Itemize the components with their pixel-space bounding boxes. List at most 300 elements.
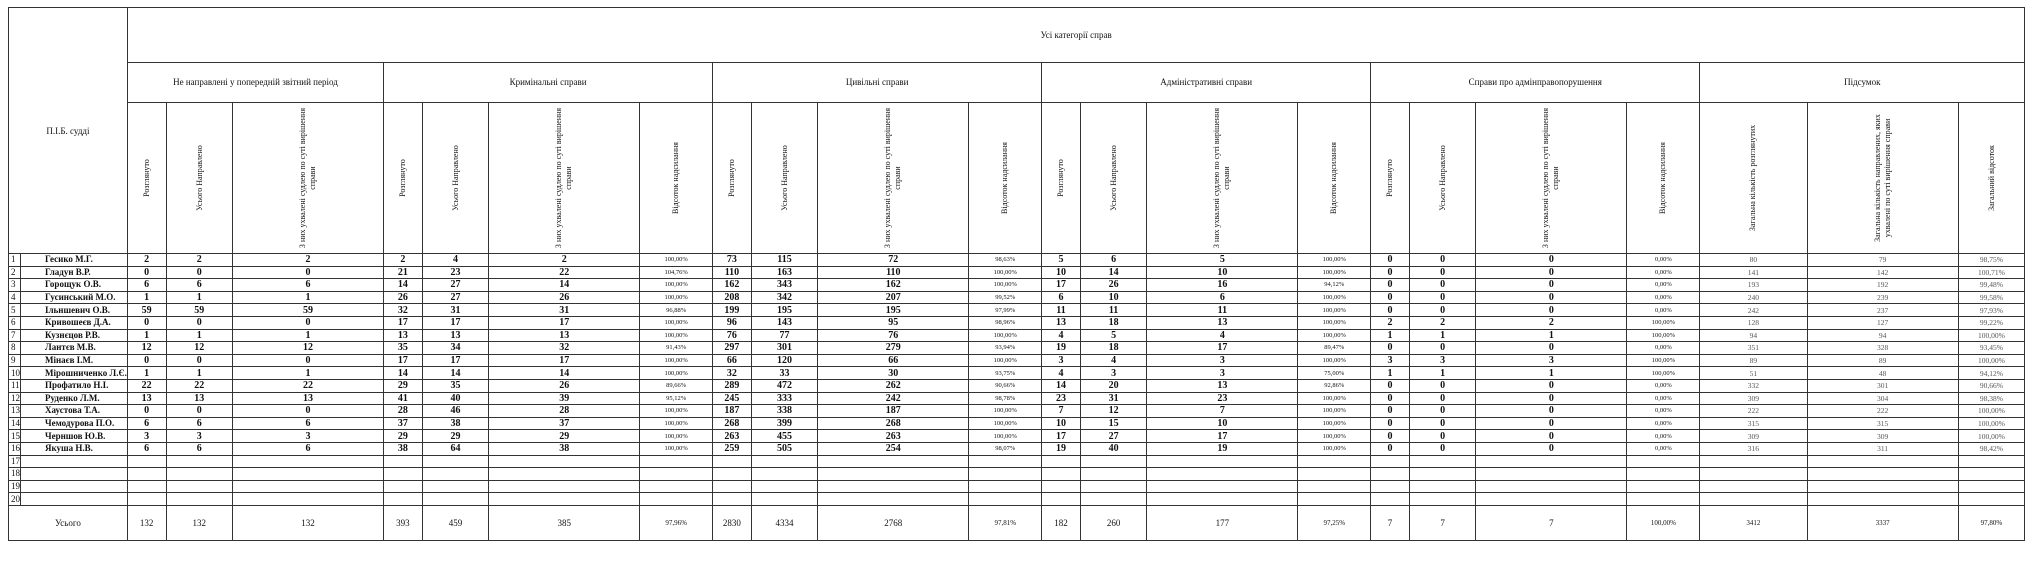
column-header-label: Відсоток надсилання <box>1000 142 1010 214</box>
judge-name: Хаустова Т.А. <box>21 405 128 418</box>
table-row <box>9 342 2025 355</box>
table-cell: 13 <box>1147 316 1298 329</box>
table-cell: 100,00% <box>1298 329 1371 342</box>
table-row <box>9 354 2025 367</box>
table-cell: 279 <box>818 342 969 355</box>
table-cell: 100,00% <box>1958 417 2025 430</box>
table-cell: 4 <box>422 254 489 267</box>
table-cell: 100,00% <box>969 329 1042 342</box>
table-cell: 14 <box>384 279 423 292</box>
table-cell <box>384 493 423 506</box>
table-row <box>9 405 2025 418</box>
judge-name: Лантєв М.В. <box>21 342 128 355</box>
table-cell: 15 <box>1080 417 1147 430</box>
table-cell: 12 <box>166 342 233 355</box>
table-cell: 26 <box>489 291 640 304</box>
total-label: Усього <box>9 505 128 540</box>
row-number: 10 <box>9 367 21 380</box>
table-cell: 98,63% <box>969 254 1042 267</box>
table-cell: 328 <box>1807 342 1958 355</box>
table-row <box>9 329 2025 342</box>
table-cell: 304 <box>1807 392 1958 405</box>
row-number: 4 <box>9 291 21 304</box>
table-cell: 66 <box>713 354 752 367</box>
judge-name: Ільншевич О.В. <box>21 304 128 317</box>
column-header-label: Відсоток надсилання <box>1658 142 1668 214</box>
table-cell: 208 <box>713 291 752 304</box>
table-cell: 33 <box>751 367 818 380</box>
row-number: 16 <box>9 442 21 455</box>
table-cell: 259 <box>713 442 752 455</box>
table-cell: 100,00% <box>640 354 713 367</box>
column-header <box>969 103 1042 254</box>
table-cell <box>422 493 489 506</box>
table-cell: 18 <box>1080 342 1147 355</box>
table-cell: 98,07% <box>969 442 1042 455</box>
group-header: Адміністративні справи <box>1042 63 1371 103</box>
column-header <box>818 103 969 254</box>
judge-name <box>21 468 128 481</box>
table-cell: 89,66% <box>640 379 713 392</box>
table-cell: 100,00% <box>969 405 1042 418</box>
table-cell: 0,00% <box>1627 405 1700 418</box>
table-cell: 0 <box>1409 279 1476 292</box>
table-cell: 73 <box>713 254 752 267</box>
table-row <box>9 254 2025 267</box>
table-cell: 29 <box>384 379 423 392</box>
table-cell <box>751 493 818 506</box>
table-cell: 90,66% <box>1958 379 2025 392</box>
table-cell: 100,00% <box>1298 254 1371 267</box>
table-cell: 100,00% <box>1298 304 1371 317</box>
row-number: 9 <box>9 354 21 367</box>
table-cell: 51 <box>1700 367 1807 380</box>
table-cell: 66 <box>818 354 969 367</box>
table-row <box>9 480 2025 493</box>
table-cell: 28 <box>384 405 423 418</box>
table-cell: 23 <box>1042 392 1081 405</box>
table-cell <box>1700 480 1807 493</box>
table-cell <box>127 468 166 481</box>
row-number: 8 <box>9 342 21 355</box>
table-cell: 6 <box>233 442 384 455</box>
table-cell: 309 <box>1700 430 1807 443</box>
group-header: Не направлені у попередній звітний період <box>127 63 383 103</box>
table-cell <box>1476 468 1627 481</box>
table-cell: 76 <box>713 329 752 342</box>
table-cell: 75,00% <box>1298 367 1371 380</box>
table-cell <box>751 455 818 468</box>
table-cell: 89 <box>1700 354 1807 367</box>
table-cell: 16 <box>1147 279 1298 292</box>
row-number: 15 <box>9 430 21 443</box>
table-cell: 1 <box>166 367 233 380</box>
table-cell <box>1807 480 1958 493</box>
total-cell: 7 <box>1409 505 1476 540</box>
table-cell: 0 <box>233 354 384 367</box>
table-row <box>9 430 2025 443</box>
table-cell: 100,00% <box>1958 430 2025 443</box>
table-cell: 94 <box>1807 329 1958 342</box>
table-cell <box>1298 468 1371 481</box>
table-cell: 13 <box>1042 316 1081 329</box>
table-cell: 110 <box>818 266 969 279</box>
table-cell: 343 <box>751 279 818 292</box>
table-row <box>9 417 2025 430</box>
column-header-label: Загальна кількість направлених, яких ухвалені по суті вирішення справи <box>1872 114 1892 242</box>
table-cell: 90,66% <box>969 379 1042 392</box>
table-cell <box>1700 455 1807 468</box>
table-cell: 262 <box>818 379 969 392</box>
table-cell: 35 <box>422 379 489 392</box>
table-cell: 5 <box>1080 329 1147 342</box>
table-row <box>9 316 2025 329</box>
table-cell: 333 <box>751 392 818 405</box>
table-cell: 28 <box>489 405 640 418</box>
table-cell: 104,76% <box>640 266 713 279</box>
table-cell: 142 <box>1807 266 1958 279</box>
column-header-label: Усього Направлено <box>450 145 460 211</box>
table-cell: 5 <box>1147 254 1298 267</box>
table-row <box>9 279 2025 292</box>
table-cell: 0 <box>1371 266 1410 279</box>
column-header-label: Усього Направлено <box>1437 145 1447 211</box>
table-cell: 195 <box>818 304 969 317</box>
table-cell: 38 <box>384 442 423 455</box>
table-cell: 0,00% <box>1627 266 1700 279</box>
table-cell <box>1298 455 1371 468</box>
table-cell: 1 <box>127 291 166 304</box>
table-cell: 17 <box>1147 342 1298 355</box>
table-cell: 505 <box>751 442 818 455</box>
table-cell: 12 <box>1080 405 1147 418</box>
table-cell <box>1958 455 2025 468</box>
judge-name: Гусинський М.О. <box>21 291 128 304</box>
table-cell: 30 <box>818 367 969 380</box>
column-header-label: З них ухвалені судлею по суті вирішення справи <box>298 107 318 249</box>
judge-name: Гесико М.Г. <box>21 254 128 267</box>
table-cell: 93,45% <box>1958 342 2025 355</box>
column-header <box>1298 103 1371 254</box>
table-cell: 100,00% <box>1298 316 1371 329</box>
table-cell: 100,71% <box>1958 266 2025 279</box>
table-cell: 7 <box>1042 405 1081 418</box>
table-cell: 100,00% <box>640 367 713 380</box>
table-cell: 12 <box>127 342 166 355</box>
column-header <box>1476 103 1627 254</box>
table-cell: 100,00% <box>969 417 1042 430</box>
table-cell <box>969 480 1042 493</box>
table-cell: 100,00% <box>640 430 713 443</box>
table-cell <box>1147 493 1298 506</box>
table-cell: 0 <box>1371 304 1410 317</box>
table-cell: 59 <box>166 304 233 317</box>
table-cell: 94,12% <box>1958 367 2025 380</box>
table-cell: 0 <box>166 405 233 418</box>
table-cell: 100,00% <box>969 430 1042 443</box>
table-cell: 222 <box>1807 405 1958 418</box>
table-cell: 0 <box>1371 392 1410 405</box>
table-cell: 315 <box>1700 417 1807 430</box>
judge-name: Мінаєв І.М. <box>21 354 128 367</box>
table-cell: 309 <box>1700 392 1807 405</box>
table-row <box>9 379 2025 392</box>
table-cell: 5 <box>1042 254 1081 267</box>
table-cell: 93,75% <box>969 367 1042 380</box>
table-cell: 4 <box>1080 354 1147 367</box>
table-cell <box>640 455 713 468</box>
table-cell: 4 <box>1147 329 1298 342</box>
table-cell: 46 <box>422 405 489 418</box>
table-cell: 263 <box>818 430 969 443</box>
table-cell: 100,00% <box>1627 316 1700 329</box>
table-cell: 29 <box>489 430 640 443</box>
table-cell <box>1080 468 1147 481</box>
table-cell: 77 <box>751 329 818 342</box>
table-cell: 10 <box>1042 417 1081 430</box>
table-cell <box>422 480 489 493</box>
table-cell: 193 <box>1700 279 1807 292</box>
table-cell: 26 <box>489 379 640 392</box>
table-cell: 315 <box>1807 417 1958 430</box>
column-header <box>1409 103 1476 254</box>
row-number: 18 <box>9 468 21 481</box>
table-cell: 13 <box>422 329 489 342</box>
table-cell: 6 <box>166 417 233 430</box>
total-cell: 182 <box>1042 505 1081 540</box>
table-cell: 289 <box>713 379 752 392</box>
table-cell: 301 <box>751 342 818 355</box>
column-header <box>384 103 423 254</box>
table-cell: 2 <box>489 254 640 267</box>
table-cell: 2 <box>127 254 166 267</box>
table-cell: 0,00% <box>1627 379 1700 392</box>
table-cell: 0 <box>1476 417 1627 430</box>
table-cell <box>1371 480 1410 493</box>
column-header-label: З них ухвалені судлею по суті вирішення справи <box>883 107 903 249</box>
table-cell: 311 <box>1807 442 1958 455</box>
table-cell <box>233 468 384 481</box>
column-header-label: Усього Направлено <box>194 145 204 211</box>
total-cell: 2768 <box>818 505 969 540</box>
table-cell: 99,22% <box>1958 316 2025 329</box>
table-cell: 162 <box>713 279 752 292</box>
table-cell: 17 <box>489 316 640 329</box>
table-cell: 0 <box>1409 442 1476 455</box>
table-cell <box>1476 493 1627 506</box>
table-cell: 95,12% <box>640 392 713 405</box>
table-cell: 0,00% <box>1627 304 1700 317</box>
column-header <box>640 103 713 254</box>
table-cell: 14 <box>1042 379 1081 392</box>
table-cell: 14 <box>489 279 640 292</box>
table-cell <box>1476 480 1627 493</box>
table-cell: 0,00% <box>1627 342 1700 355</box>
table-cell: 0 <box>1476 254 1627 267</box>
table-cell: 100,00% <box>640 279 713 292</box>
table-cell: 0 <box>1371 379 1410 392</box>
total-cell: 260 <box>1080 505 1147 540</box>
table-row <box>9 367 2025 380</box>
column-header <box>1700 103 1807 254</box>
table-cell: 32 <box>489 342 640 355</box>
row-number: 11 <box>9 379 21 392</box>
column-header <box>422 103 489 254</box>
table-cell: 91,43% <box>640 342 713 355</box>
table-cell: 76 <box>818 329 969 342</box>
table-cell: 3 <box>166 430 233 443</box>
table-cell: 309 <box>1807 430 1958 443</box>
table-cell: 0 <box>127 316 166 329</box>
table-cell <box>166 480 233 493</box>
table-cell: 13 <box>127 392 166 405</box>
table-cell: 455 <box>751 430 818 443</box>
table-cell <box>1958 468 2025 481</box>
table-cell: 10 <box>1080 291 1147 304</box>
table-cell: 0,00% <box>1627 392 1700 405</box>
table-cell: 93,94% <box>969 342 1042 355</box>
table-row <box>9 468 2025 481</box>
table-row <box>9 455 2025 468</box>
table-cell: 21 <box>384 266 423 279</box>
table-cell <box>1476 455 1627 468</box>
table-cell <box>1042 493 1081 506</box>
table-cell: 22 <box>166 379 233 392</box>
table-cell: 19 <box>1042 342 1081 355</box>
table-cell: 72 <box>818 254 969 267</box>
table-cell: 0 <box>1476 279 1627 292</box>
table-cell <box>1627 468 1700 481</box>
table-cell: 1 <box>1371 367 1410 380</box>
column-header-label: Розглянуто <box>1385 159 1395 197</box>
table-cell: 1 <box>166 329 233 342</box>
table-cell: 0 <box>1409 304 1476 317</box>
column-header-label: З них ухвалені судлею по суті вирішення справи <box>1212 107 1232 249</box>
table-cell: 89 <box>1807 354 1958 367</box>
table-cell: 0 <box>1409 291 1476 304</box>
table-cell: 332 <box>1700 379 1807 392</box>
table-cell <box>1958 493 2025 506</box>
table-cell: 100,00% <box>1627 329 1700 342</box>
judge-name: Якуша Н.В. <box>21 442 128 455</box>
table-cell: 6 <box>127 279 166 292</box>
table-cell: 0,00% <box>1627 442 1700 455</box>
row-number: 20 <box>9 493 21 506</box>
column-header <box>489 103 640 254</box>
table-cell: 35 <box>384 342 423 355</box>
table-cell <box>640 493 713 506</box>
table-cell: 100,00% <box>1958 354 2025 367</box>
judge-name <box>21 455 128 468</box>
table-cell: 110 <box>713 266 752 279</box>
table-cell: 0 <box>1409 342 1476 355</box>
table-cell: 92,86% <box>1298 379 1371 392</box>
table-cell: 268 <box>818 417 969 430</box>
table-cell: 316 <box>1700 442 1807 455</box>
column-header-label: Розглянуто <box>1055 159 1065 197</box>
table-cell: 22 <box>489 266 640 279</box>
table-cell: 0 <box>1409 417 1476 430</box>
total-cell: 132 <box>233 505 384 540</box>
column-header-label: Розглянуто <box>141 159 151 197</box>
table-cell <box>1807 493 1958 506</box>
table-cell <box>166 455 233 468</box>
total-cell: 3337 <box>1807 505 1958 540</box>
column-header <box>1627 103 1700 254</box>
row-number: 6 <box>9 316 21 329</box>
table-cell: 96,88% <box>640 304 713 317</box>
table-cell <box>384 455 423 468</box>
table-cell <box>1409 493 1476 506</box>
table-cell <box>1627 455 1700 468</box>
table-cell <box>1700 493 1807 506</box>
table-cell: 0,00% <box>1627 430 1700 443</box>
judge-name <box>21 493 128 506</box>
table-cell: 64 <box>422 442 489 455</box>
table-cell: 1 <box>1371 329 1410 342</box>
table-cell: 187 <box>713 405 752 418</box>
table-cell: 98,96% <box>969 316 1042 329</box>
column-header <box>1371 103 1410 254</box>
table-cell: 0 <box>233 405 384 418</box>
table-cell: 207 <box>818 291 969 304</box>
table-cell: 31 <box>1080 392 1147 405</box>
table-cell: 127 <box>1807 316 1958 329</box>
table-cell: 268 <box>713 417 752 430</box>
table-cell: 0 <box>127 266 166 279</box>
row-number: 19 <box>9 480 21 493</box>
table-cell: 23 <box>422 266 489 279</box>
table-cell: 100,00% <box>969 354 1042 367</box>
table-cell: 17 <box>1042 279 1081 292</box>
table-cell: 98,42% <box>1958 442 2025 455</box>
table-cell: 6 <box>1080 254 1147 267</box>
table-cell: 0 <box>1371 254 1410 267</box>
table-cell: 38 <box>422 417 489 430</box>
table-cell <box>1409 468 1476 481</box>
table-cell: 0 <box>1476 342 1627 355</box>
table-cell: 245 <box>713 392 752 405</box>
table-cell: 0 <box>1476 379 1627 392</box>
table-cell: 2 <box>166 254 233 267</box>
top-header: Усі категорії справ <box>127 8 2024 63</box>
table-cell: 338 <box>751 405 818 418</box>
table-cell: 3 <box>127 430 166 443</box>
table-cell: 98,38% <box>1958 392 2025 405</box>
table-cell: 10 <box>1147 417 1298 430</box>
table-cell <box>127 480 166 493</box>
table-cell <box>713 480 752 493</box>
table-cell: 3 <box>1409 354 1476 367</box>
table-cell: 237 <box>1807 304 1958 317</box>
row-number: 5 <box>9 304 21 317</box>
table-row <box>9 291 2025 304</box>
table-cell: 13 <box>166 392 233 405</box>
table-cell <box>489 480 640 493</box>
table-cell: 29 <box>422 430 489 443</box>
table-cell: 3 <box>1371 354 1410 367</box>
table-cell <box>489 468 640 481</box>
table-cell <box>1080 480 1147 493</box>
table-cell <box>751 480 818 493</box>
row-number: 7 <box>9 329 21 342</box>
table-cell: 98,75% <box>1958 254 2025 267</box>
table-cell: 97,99% <box>969 304 1042 317</box>
table-cell: 6 <box>1042 291 1081 304</box>
table-cell: 120 <box>751 354 818 367</box>
table-cell: 0 <box>1371 430 1410 443</box>
table-cell: 0 <box>233 316 384 329</box>
